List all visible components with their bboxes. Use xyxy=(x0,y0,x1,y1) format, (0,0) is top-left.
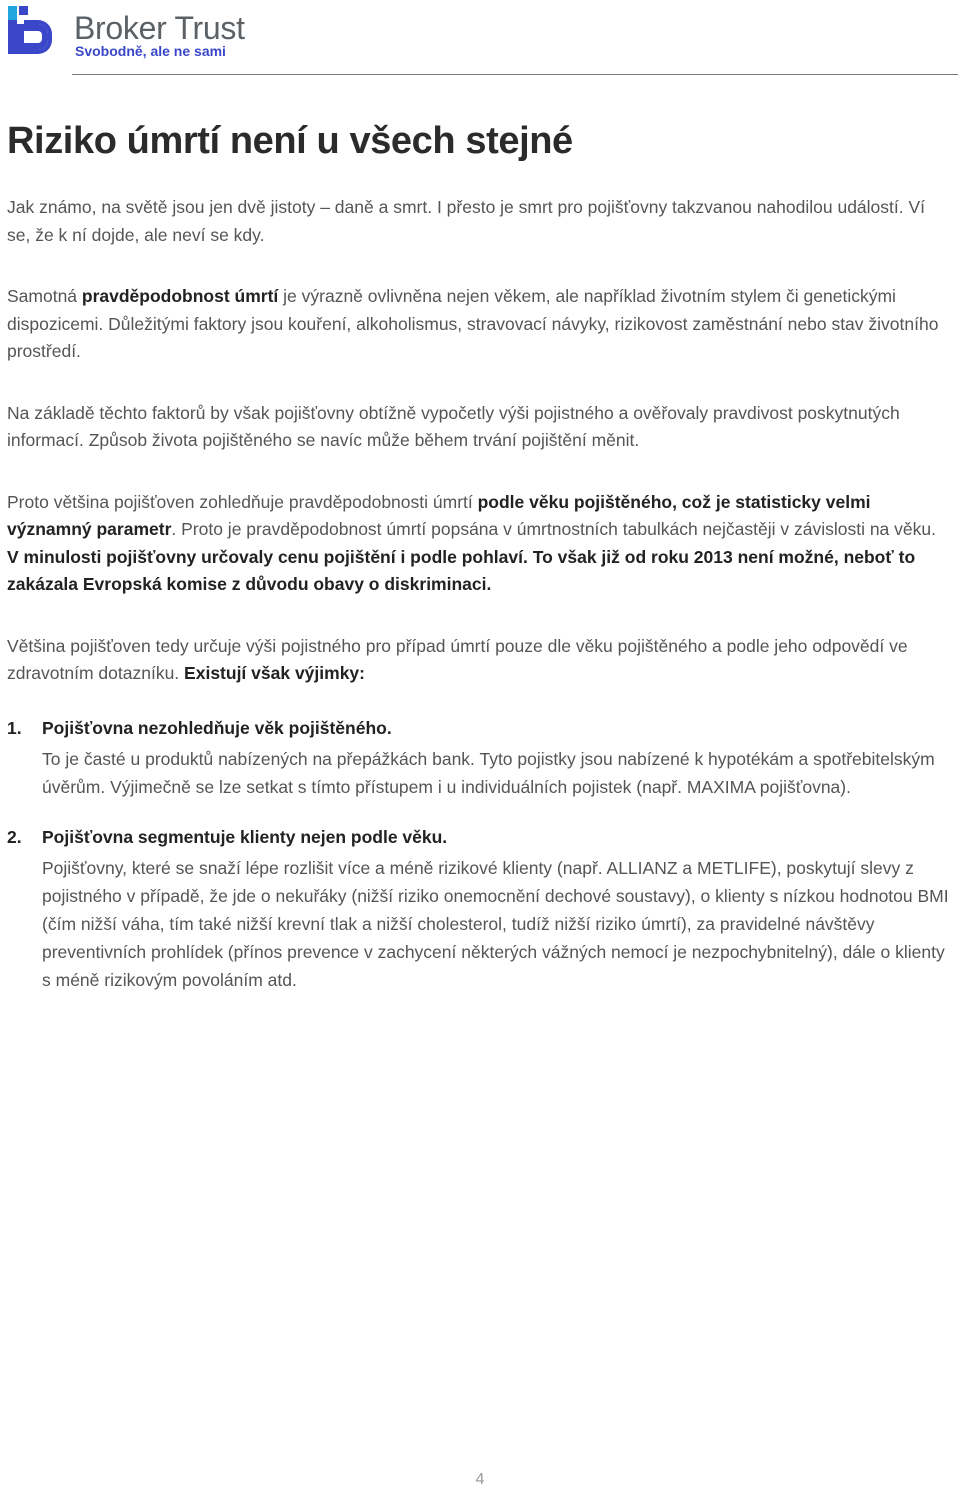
bold-text-run: Existují však výjimky: xyxy=(184,663,365,683)
page-header xyxy=(0,0,960,76)
list-number: 2. xyxy=(7,826,22,847)
intro-paragraph: Jak známo, na světě jsou jen dvě jistoty – daně a smrt. I přesto je smrt pro pojišťovny takzvanou nahodilou událostí. Ví se, že k ní dojde, ale neví se kdy. xyxy=(7,197,926,245)
factors-paragraph: Na základě těchto faktorů by však pojišťovny obtížně vypočetly výši pojistného a ověřovaly pravdivost poskytnutých informací. Způsob života pojištěného se navíc může během trvání pojištění měnit. xyxy=(7,402,900,450)
broker-trust-logo-icon xyxy=(6,6,62,62)
bold-text-run: V minulosti pojišťovny určovaly cenu pojištění i podle pohlaví. To však již od roku 2013 není možné, neboť to zakázala Evropská komise z důvodu obavy o diskriminaci. xyxy=(7,546,916,594)
text-run: . Proto je pravděpodobnost úmrtí popsána v úmrtnostních tabulkách nejčastěji v závislosti na věku. xyxy=(171,519,936,539)
list-number: 1. xyxy=(7,717,22,738)
bold-text-run: pravděpodobnost úmrtí xyxy=(81,286,279,306)
exceptions-list xyxy=(7,714,952,994)
header-divider xyxy=(72,74,958,75)
brand-name: Broker Trust xyxy=(74,10,245,46)
age-paragraph xyxy=(7,489,952,599)
text-run: Samotná xyxy=(7,286,82,306)
list-item-heading: Pojišťovna segmentuje klienty nejen podle věku. xyxy=(42,826,448,847)
page-number: 4 xyxy=(475,1471,485,1488)
probability-paragraph xyxy=(7,283,952,366)
brand-tagline: Svobodně, ale ne sami xyxy=(75,43,226,59)
list-item-heading: Pojišťovna nezohledňuje věk pojištěného. xyxy=(42,717,392,738)
exceptions-intro-paragraph xyxy=(7,633,952,688)
text-run: je výrazně ovlivněna nejen věkem, ale například životním stylem či genetickými dispozicemi. Důležitými faktory jsou kouření, alkoholismus, stravovací návyky, rizikovost zaměstnání nebo stav životního prostředí. xyxy=(7,286,939,361)
bold-text-run: podle věku pojištěného, což je statisticky velmi významný parametr xyxy=(7,491,871,539)
text-run: Většina pojišťoven tedy určuje výši pojistného pro případ úmrtí pouze dle věku pojištěného a podle jeho odpovědí ve zdravotním dotazníku. xyxy=(7,635,908,683)
list-item-body: To je časté u produktů nabízených na přepážkách bank. Tyto pojistky jsou nabízené k hypotékám a spotřebitelským úvěrům. Výjimečně se lze setkat s tímto přístupem i u individuálních pojistek (např. MAXIMA pojišťovna). xyxy=(42,748,935,797)
page-title: Riziko úmrtí není u všech stejné xyxy=(7,120,573,162)
list-item xyxy=(7,823,952,994)
text-run: Proto většina pojišťoven zohledňuje pravděpodobnosti úmrtí xyxy=(7,491,478,512)
list-item-body: Pojišťovny, které se snaží lépe rozlišit více a méně rizikové klienty (např. ALLIANZ a METLIFE), poskytují slevy z pojistného v případě, že jde o nekuřáky (nižší riziko onemocnění dechové soustavy), o klienty s nízkou hodnotou BMI (čím nižší váha, tím také nižší krevní tlak a nižší cholesterol, tudíž nižší riziko úmrtí), za pravidelné návštěvy preventivních prohlídek (přínos prevence v zachycení některých vážných nemocí je nezpochybnitelný), dále o klienty s méně rizikovým povoláním atd. xyxy=(42,857,949,990)
list-item xyxy=(7,714,952,801)
article xyxy=(7,118,952,1016)
